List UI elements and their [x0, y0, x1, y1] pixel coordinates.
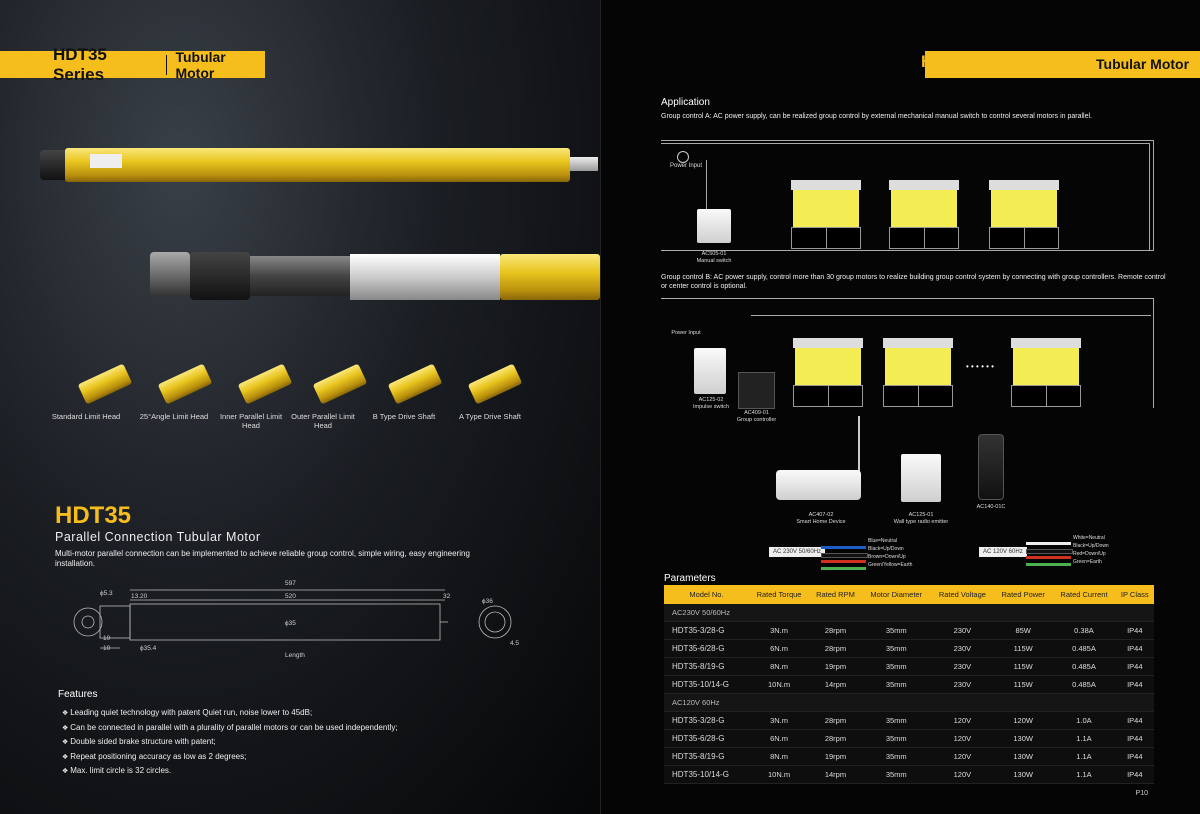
table-cell: 0.485A — [1052, 640, 1115, 658]
application-heading: Application — [661, 97, 710, 108]
wire-label: Green/Yellow=Earth — [868, 562, 913, 568]
wire-green — [1026, 563, 1071, 566]
table-cell: 130W — [994, 748, 1052, 766]
group-a-text: Group control A: AC power supply, can be realized group control by external mechanical manual switch to control several motors in parallel. — [661, 113, 1092, 120]
column-header: Motor Diameter — [862, 585, 931, 604]
impulse-switch-code: AC125-02 — [698, 397, 724, 403]
table-cell: 130W — [994, 730, 1052, 748]
parameters-heading: Parameters — [664, 573, 716, 584]
header-title: Tubular Motor — [1096, 56, 1190, 72]
table-row — [664, 748, 1154, 766]
wire — [1153, 140, 1154, 250]
dim-d2: 10 — [103, 635, 111, 642]
limit-head-label: Inner Parallel Limit Head — [219, 412, 283, 430]
product-subtitle: Parallel Connection Tubular Motor — [55, 530, 261, 544]
dim-length: Length — [285, 652, 305, 659]
wire — [661, 298, 1153, 299]
impulse-switch-name: Impulse switch — [692, 404, 730, 410]
thumb-standard-limit-head — [80, 365, 140, 395]
table-cell: 1.0A — [1052, 712, 1115, 730]
feature-item: ❖ Max. limit circle is 32 circles. — [62, 764, 398, 779]
limit-head-label: A Type Drive Shaft — [459, 412, 521, 421]
table-cell: 1.1A — [1052, 748, 1115, 766]
table-cell: 230V — [931, 622, 994, 640]
thumb-angle-limit-head — [160, 365, 220, 395]
limit-head-label: B Type Drive Shaft — [372, 412, 436, 421]
table-cell: 28rpm — [809, 640, 861, 658]
wire — [706, 160, 707, 210]
wall-emitter-code: AC125-01 — [908, 512, 934, 518]
wire-red — [1026, 556, 1071, 559]
feature-item: ❖ Can be connected in parallel with a plurality of parallel motors or can be used independently; — [62, 721, 398, 736]
wire — [661, 143, 1149, 144]
product-description: Multi-motor parallel connection can be implemented to achieve reliable group control, simple wiring, easy engineering installation. — [55, 549, 470, 568]
blind-window — [883, 338, 953, 407]
header-title: Tubular Motor — [175, 48, 226, 81]
section-row — [664, 694, 1154, 712]
column-header: IP Class — [1116, 585, 1154, 604]
wire-brown — [821, 560, 866, 563]
dim-dia: ϕ35 — [285, 620, 296, 627]
blind-window — [989, 180, 1059, 249]
table-cell: 120V — [931, 766, 994, 784]
table-cell: 120W — [994, 712, 1052, 730]
table-row — [664, 730, 1154, 748]
thumb-a-type-drive-shaft — [470, 365, 530, 395]
table-cell: 35mm — [862, 730, 931, 748]
table-cell: HDT35-3/28-G — [664, 622, 749, 640]
table-cell: 35mm — [862, 622, 931, 640]
table-cell: 35mm — [862, 676, 931, 694]
limit-head-label: Standard Limit Head — [51, 412, 121, 421]
table-cell: 0.485A — [1052, 658, 1115, 676]
table-cell: 28rpm — [809, 712, 861, 730]
wall-emitter-name: Wall type radio emitter — [893, 519, 949, 525]
table-row — [664, 622, 1154, 640]
dim-tail: 32 — [443, 593, 451, 600]
thumb-outer-parallel-limit-head — [315, 365, 375, 395]
smart-home-device — [776, 470, 861, 500]
remote-control-device — [978, 434, 1004, 500]
column-header: Rated RPM — [809, 585, 861, 604]
table-row — [664, 676, 1154, 694]
table-cell: 19rpm — [809, 748, 861, 766]
table-cell: 10N.m — [749, 766, 809, 784]
silver-sleeve — [350, 254, 500, 300]
table-cell: 230V — [931, 640, 994, 658]
wire-label: Brown=Down/Up — [868, 554, 906, 560]
motor-label-sticker — [90, 154, 122, 168]
feature-item: ❖ Repeat positioning accuracy as low as 2 degrees; — [62, 750, 398, 765]
dim-head: 13.20 — [131, 593, 148, 600]
table-cell: IP44 — [1116, 766, 1154, 784]
table-cell: 1.1A — [1052, 766, 1115, 784]
table-cell: 85W — [994, 622, 1052, 640]
table-cell: 3N.m — [749, 712, 809, 730]
more-motors-dots: • • • • • • — [966, 362, 994, 371]
header-separator — [1038, 53, 1039, 73]
remote-control-code: AC140-01C — [976, 504, 1006, 510]
blind-window — [793, 338, 863, 407]
series-title: HDT35 Series — [53, 44, 107, 84]
dim-d5: 4.5 — [510, 640, 520, 647]
table-cell: IP44 — [1116, 676, 1154, 694]
table-cell: HDT35-8/19-G — [664, 658, 749, 676]
impulse-switch-device — [694, 348, 726, 394]
table-cell: 115W — [994, 658, 1052, 676]
table-cell: 35mm — [862, 640, 931, 658]
table-cell: IP44 — [1116, 658, 1154, 676]
limit-head-label: Outer Parallel Limit Head — [291, 412, 355, 430]
limit-head — [150, 252, 190, 296]
wire-label: Red=Down/Up — [1073, 551, 1106, 557]
power-input-label: Power Input — [669, 163, 703, 169]
limit-head-label: 25°Angle Limit Head — [139, 412, 209, 421]
dim-d3: 10 — [103, 645, 111, 652]
dim-d6: ϕ5.3 — [100, 590, 113, 597]
dim-d4: ϕ35.4 — [140, 645, 157, 652]
right-page — [601, 0, 1200, 814]
table-cell: 19rpm — [809, 658, 861, 676]
manual-switch-device — [697, 209, 731, 243]
wire — [1149, 143, 1150, 250]
wire-label: Black=Up/Down — [1073, 543, 1109, 549]
table-cell: HDT35-3/28-G — [664, 712, 749, 730]
table-cell: 14rpm — [809, 676, 861, 694]
motor-shaft — [570, 157, 598, 171]
smart-home-code: AC407-02 — [808, 512, 834, 518]
table-cell: HDT35-6/28-G — [664, 640, 749, 658]
table-cell: 10N.m — [749, 676, 809, 694]
table-cell: 8N.m — [749, 658, 809, 676]
cable-voltage-230: AC 230V 50/60Hz — [769, 547, 825, 557]
power-icon — [677, 151, 689, 163]
table-cell: IP44 — [1116, 712, 1154, 730]
wire-white — [1026, 542, 1071, 545]
wire-green-yellow — [821, 567, 866, 570]
column-header: Model No. — [664, 585, 749, 604]
group-b-text: Group control B: AC power supply, control more than 30 group motors to realize building group control system by connecting with group controllers. Remote control or center control is optional. — [661, 274, 1166, 290]
table-cell: IP44 — [1116, 622, 1154, 640]
table-cell: 230V — [931, 676, 994, 694]
thumb-inner-parallel-limit-head — [240, 365, 300, 395]
blind-window — [889, 180, 959, 249]
dim-body: 520 — [285, 593, 296, 600]
table-cell: 14rpm — [809, 766, 861, 784]
table-cell: 120V — [931, 730, 994, 748]
table-header-row — [664, 585, 1154, 604]
features-list — [62, 706, 398, 779]
table-cell: 6N.m — [749, 640, 809, 658]
group-controller-device — [738, 372, 775, 409]
table-cell: 120V — [931, 748, 994, 766]
wall-radio-emitter-device — [901, 454, 941, 502]
cable-voltage-120: AC 120V 60Hz — [979, 547, 1027, 557]
table-cell: 230V — [931, 658, 994, 676]
blind-window — [791, 180, 861, 249]
section-row — [664, 604, 1154, 622]
section-label: AC230V 50/60Hz — [664, 604, 1154, 622]
wire-label: Blue=Neutral — [868, 538, 898, 544]
table-cell: 115W — [994, 676, 1052, 694]
column-header: Rated Voltage — [931, 585, 994, 604]
smart-home-name: Smart Home Device — [796, 519, 846, 525]
wire-label: White=Neutral — [1073, 535, 1105, 541]
manual-switch-code: AC505-01 — [701, 251, 727, 257]
table-cell: 35mm — [862, 748, 931, 766]
column-header: Rated Torque — [749, 585, 809, 604]
dim-overall: 597 — [285, 580, 296, 587]
page-number: P10 — [1135, 790, 1148, 797]
wire — [661, 140, 1153, 141]
wire-black — [1026, 549, 1073, 554]
table-cell: 120V — [931, 712, 994, 730]
power-input-label: Power Input — [671, 330, 701, 336]
table-cell: 3N.m — [749, 622, 809, 640]
manual-switch-name: Manual switch — [696, 258, 732, 264]
feature-item: ❖ Double sided brake structure with patent; — [62, 735, 398, 750]
table-cell: 28rpm — [809, 622, 861, 640]
thumb-b-type-drive-shaft — [390, 365, 450, 395]
product-model: HDT35 — [55, 502, 132, 529]
motor-body-black — [190, 252, 250, 300]
parameters-table — [664, 585, 1154, 784]
table-cell: 35mm — [862, 712, 931, 730]
table-cell: 130W — [994, 766, 1052, 784]
series-title: HDT35 Series — [921, 52, 1031, 71]
group-controller-code: AC409-01 — [744, 410, 769, 416]
table-cell: HDT35-6/28-G — [664, 730, 749, 748]
header-separator — [166, 55, 167, 75]
motor-tube-cut — [500, 254, 600, 300]
wire — [751, 315, 1151, 316]
table-cell: 28rpm — [809, 730, 861, 748]
table-cell: 8N.m — [749, 748, 809, 766]
wire-black — [821, 553, 868, 558]
motor-internals — [250, 256, 350, 296]
table-cell: 35mm — [862, 766, 931, 784]
table-cell: 6N.m — [749, 730, 809, 748]
table-cell: IP44 — [1116, 730, 1154, 748]
table-cell: HDT35-10/14-G — [664, 766, 749, 784]
column-header: Rated Power — [994, 585, 1052, 604]
table-cell: 115W — [994, 640, 1052, 658]
blind-window — [1011, 338, 1081, 407]
left-header-banner — [0, 44, 265, 84]
table-cell: 0.38A — [1052, 622, 1115, 640]
table-cell: 1.1A — [1052, 730, 1115, 748]
group-controller-name: Group controller — [736, 417, 777, 423]
motor-tube — [65, 148, 570, 182]
table-cell: IP44 — [1116, 748, 1154, 766]
features-heading: Features — [58, 689, 98, 700]
table-cell: HDT35-10/14-G — [664, 676, 749, 694]
wire-blue — [821, 546, 866, 549]
section-label: AC120V 60Hz — [664, 694, 1154, 712]
table-row — [664, 712, 1154, 730]
wire-label: Green=Earth — [1073, 559, 1102, 565]
wire — [1153, 298, 1154, 408]
table-cell: IP44 — [1116, 640, 1154, 658]
wire-label: Black=Up/Down — [868, 546, 904, 552]
table-row — [664, 640, 1154, 658]
table-row — [664, 766, 1154, 784]
feature-item: ❖ Leading quiet technology with patent Quiet run, noise lower to 45dB; — [62, 706, 398, 721]
column-header: Rated Current — [1052, 585, 1115, 604]
dim-d7: ϕ36 — [482, 598, 493, 605]
table-cell: HDT35-8/19-G — [664, 748, 749, 766]
table-cell: 35mm — [862, 658, 931, 676]
table-row — [664, 658, 1154, 676]
table-cell: 0.485A — [1052, 676, 1115, 694]
